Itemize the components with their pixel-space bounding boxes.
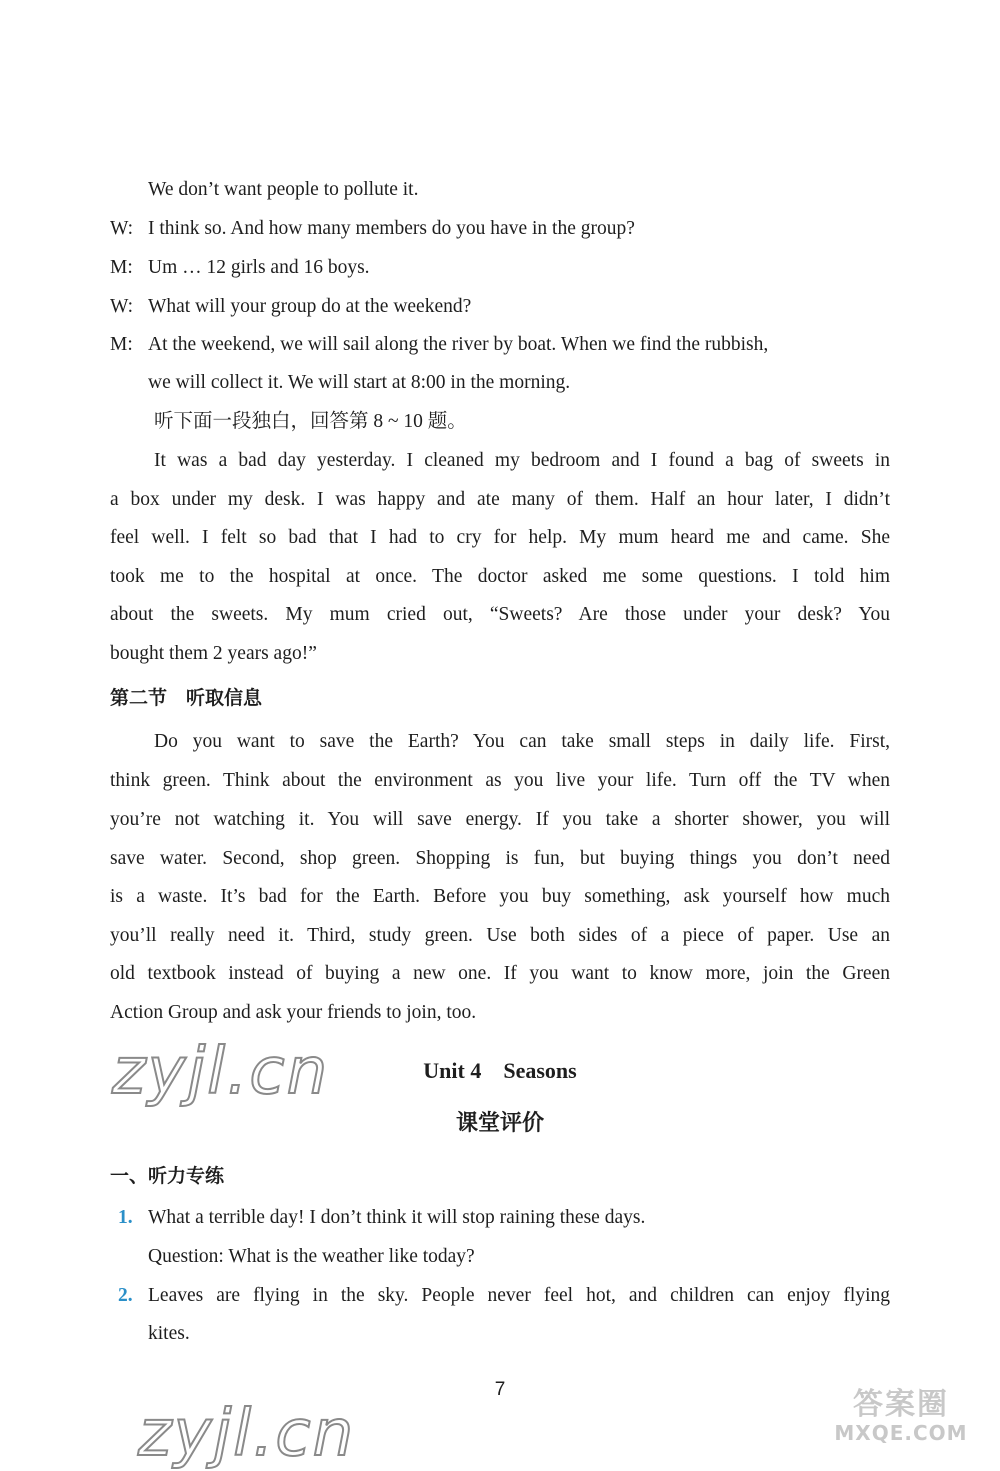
question-item [110,1282,890,1310]
monologue-line: It was a bad day yesterday. I cleaned my bedroom and I found a bag of sweets in [154,450,890,471]
passage-line: think green. Think about the environment as you live your life. Turn off the TV when [110,770,890,791]
watermark-logo: zyjl.cn [112,1035,330,1109]
monologue-line: took me to the hospital at once. The doctor asked me some questions. I told him [110,566,890,587]
question-item [110,1204,890,1232]
monologue-line: bought them 2 years ago!” [110,643,317,664]
dialogue-line [110,293,890,321]
question-text: Leaves are flying in the sky. People never feel hot, and children can enjoy flying [148,1285,890,1306]
dialogue-text: Um … 12 girls and 16 boys. [148,257,370,278]
passage-line: is a waste. It’s bad for the Earth. Before you buy something, ask yourself how much [110,886,890,907]
watermark-logo-bottom: zyjl.cn [138,1397,356,1471]
question-item [110,1320,890,1348]
question-text: Question: What is the weather like today? [148,1246,475,1267]
stamp-url: MXQE.COM [834,1421,968,1445]
dialogue-line [110,254,890,282]
monologue-line: a box under my desk. I was happy and ate many of them. Half an hour later, I didn’t [110,489,890,510]
passage-line: save water. Second, shop green. Shopping is fun, but buying things you don’t need [110,848,890,869]
monologue-line: about the sweets. My mum cried out, “Sweets? Are those under your desk? You [110,604,890,625]
monologue-instruction: 听下面一段独白，回答第 8 ~ 10 题。 [154,411,467,432]
dialogue-text: I think so. And how many members do you have in the group? [148,218,635,239]
monologue-line: feel well. I felt so bad that I had to cry for help. My mum heard me and came. She [110,527,890,548]
passage-line: you’ll really need it. Third, study green. Use both sides of a piece of paper. Use an [110,925,890,946]
part-heading: 一、听力专练 [110,1166,225,1187]
dialogue-line [110,331,890,359]
dialogue-line [110,215,890,243]
passage-line: Do you want to save the Earth? You can take small steps in daily life. First, [154,731,890,752]
dialogue-text: At the weekend, we will sail along the river by boat. When we find the rubbish, [148,334,769,355]
question-item [110,1243,890,1271]
section-heading: 第二节 听取信息 [110,688,263,709]
lesson-title: 课堂评价 [455,1110,544,1135]
unit-title: Unit 4 Seasons [423,1058,577,1083]
dialogue-line [110,369,890,397]
speaker-label: M: [110,257,133,278]
site-stamp-logo [816,1388,986,1446]
dialogue-text: We don’t want people to pollute it. [148,179,419,200]
speaker-label: W: [110,218,134,239]
dialogue-text: we will collect it. We will start at 8:00 in the morning. [148,372,571,393]
page-number: 7 [494,1379,506,1400]
stamp-text: 答案圈 [853,1387,949,1422]
speaker-label: W: [110,296,134,317]
passage-line: you’re not watching it. You will save energy. If you take a shorter shower, you will [110,809,890,830]
speaker-label: M: [110,334,133,355]
passage-line: old textbook instead of buying a new one. If you want to know more, join the Green [110,963,890,984]
question-text: kites. [148,1323,190,1344]
question-number: 2. [118,1285,133,1306]
question-text: What a terrible day! I don’t think it will stop raining these days. [148,1207,646,1228]
dialogue-line [110,176,890,204]
dialogue-text: What will your group do at the weekend? [148,296,472,317]
question-number: 1. [118,1207,133,1228]
passage-line: Action Group and ask your friends to join, too. [110,1002,477,1023]
